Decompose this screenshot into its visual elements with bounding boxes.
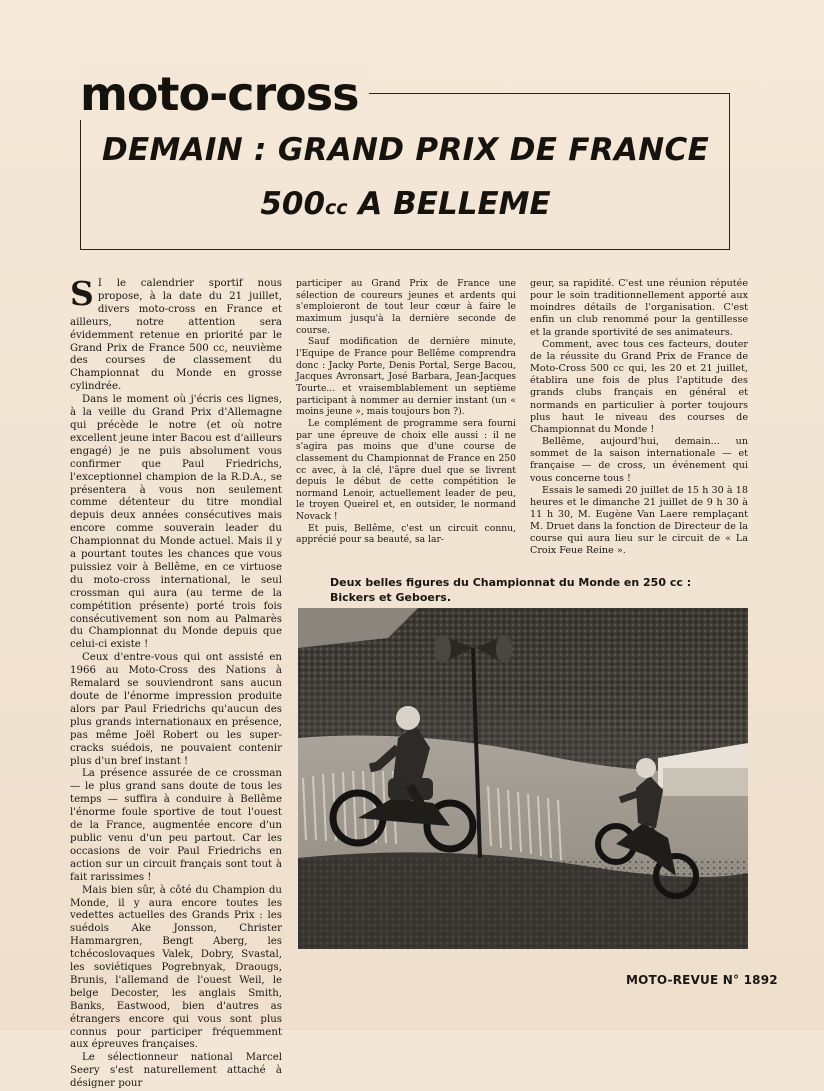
article-paragraph: Le complément de programme sera fourni par une épreuve de choix elle aussi : il ne s'agira pas moins que d'une course de classement du Championnat de France en 250 cc avec, à la clé, l'âpre duel que se livrent depuis le début de cette compétition le normand Lenoir, actuellement leader de peu, le troyen Queirel et, en outsider, le normand Novack ! [296, 417, 516, 523]
article-paragraph: Et puis, Bellême, c'est un circuit connu, apprécié pour sa beauté, sa lar- [296, 522, 516, 546]
drop-cap: S [70, 274, 94, 313]
photo-caption-line-1: Deux belles figures du Championnat du Monde en 250 cc : [330, 576, 692, 589]
page-footer [626, 973, 778, 987]
article-column-2 [296, 278, 516, 546]
headline-line-2 [98, 186, 713, 222]
article-paragraph: S I le calendrier sportif nous propose, à la date du 21 juillet, divers moto-cross en France et ailleurs, notre attention sera évidemment retenue en priorité par le Grand Prix de France 500 cc, neuvième des courses de classement du Championnat du Monde en grosse cylindrée. [70, 274, 282, 393]
article-column-3 [530, 278, 748, 558]
article-paragraph: geur, sa rapidité. C'est une réunion réputée pour le soin traditionnellement apporté aux moindres détails de l'organisation. C'est enfin un club renommé pour la gentillesse et la grande sportivité de ses animateurs. [530, 278, 748, 338]
headline-cc: cc [325, 197, 348, 219]
article-paragraph: Le sélectionneur national Marcel Seery s'est naturellement attaché à désigner pour [70, 1052, 282, 1090]
issue-number: N° 1892 [722, 973, 778, 987]
photo-caption [330, 575, 740, 605]
article-paragraph: Dans le moment où j'écris ces lignes, à la veille du Grand Prix d'Allemagne qui précède le notre (et où notre excellent jeune inter Bacou est d'ailleurs engagé) je ne puis absolument vous confirmer que Paul Friedrichs, l'exceptionnel champion de la R.D.A., se présentera à vous non seulement comme détenteur du titre mondial depuis deux années consécutives mais encore comme souverain leader du Championnat du Monde actuel. Mais il y a pourtant toutes les chances que vous puissiez voir à Bellême, en ce virtuose du moto-cross international, le seul crossman qui aura (au terme de la compétition présente) porté trois fois consécutivement son nom au Palmarès du Championnat du Monde depuis que celui-ci existe ! [70, 394, 282, 651]
article-paragraph: Sauf modification de dernière minute, l'Equipe de France pour Bellême comprendra donc : Jacky Porte, Denis Portal, Serge Bacou, Jacques Avronsart, José Barbara, Jean-Jacques Tourte... et vraisemblablement un septième participant à nommer au dernier instant (un « moins jeune », mais toujours bon ?). [296, 336, 516, 418]
article-column-1 [70, 274, 282, 1090]
headline-line-1: DEMAIN : GRAND PRIX DE FRANCE [101, 132, 710, 168]
article-paragraph: Comment, avec tous ces facteurs, douter de la réussite du Grand Prix de France de Moto-Cross 500 cc qui, les 20 et 21 juillet, établira une fois de plus l'aptitude des grands clubs français en général et normands en particulier à porter toujours plus haut le niveau des courses de Championnat du Monde ! [530, 338, 748, 435]
headline-location: A BELLEME [358, 186, 551, 222]
photo-caption-line-2: Bickers et Geboers. [330, 591, 452, 604]
section-title: moto-cross [80, 68, 369, 120]
article-paragraph: Ceux d'entre-vous qui ont assisté en 1966 au Moto-Cross des Nations à Remalard se souviendront sans aucun doute de l'énorme impression produite alors par Paul Friedrichs qu'aucun des plus grands internationaux en présence, pas même Joël Robert ou les super-cracks suédois, ne pouvaient contenir plus d'un bref instant ! [70, 652, 282, 767]
article-paragraph: participer au Grand Prix de France une sélection de coureurs jeunes et ardents qui s'emploieront de tout leur cœur à faire le maximum jusqu'à la dernière seconde de course. [296, 278, 516, 336]
article-paragraph: Mais bien sûr, à côté du Champion du Monde, il y aura encore toutes les vedettes actuelles des Grands Prix : les suédois Ake Jonsson, Christer Hammargren, Bengt Aberg, les tchécoslovaques Valek, Dobry, Svastal, les soviétiques Pogrebnyak, Draougs, Brunis, l'allemand de l'ouest Weil, le belge Decoster, les anglais Smith, Banks, Eastwood, bien d'autres as étrangers encore qui vous sont plus connus pour participer fréquemment aux épreuves françaises. [70, 884, 282, 1051]
motocross-photo [298, 608, 748, 949]
magazine-name: MOTO-REVUE [626, 973, 719, 987]
article-paragraph: Essais le samedi 20 juillet de 15 h 30 à 18 heures et le dimanche 21 juillet de 9 h 30 à 11 h 30, M. Eugène Van Laere remplaçant M. Druet dans la fonction de Directeur de la course qui aura lieu sur le circuit de « La Croix Feue Reine ». [530, 484, 748, 557]
article-paragraph: La présence assurée de ce crossman — le plus grand sans doute de tous les temps — suffira à conduire à Bellême l'énorme foule sportive de tout l'ouest de la France, augmentée encore d'un public venu d'un peu partout. Car les occasions de voir Paul Friedrichs en action sur un circuit français sont tout à fait rarissimes ! [70, 768, 282, 883]
article-paragraph: Bellême, aujourd'hui, demain... un sommet de la saison internationale — et française — de cross, un événement qui vous concerne tous ! [530, 436, 748, 484]
headline-displacement: 500 [260, 186, 326, 222]
motocross-photo-illustration [298, 608, 748, 949]
